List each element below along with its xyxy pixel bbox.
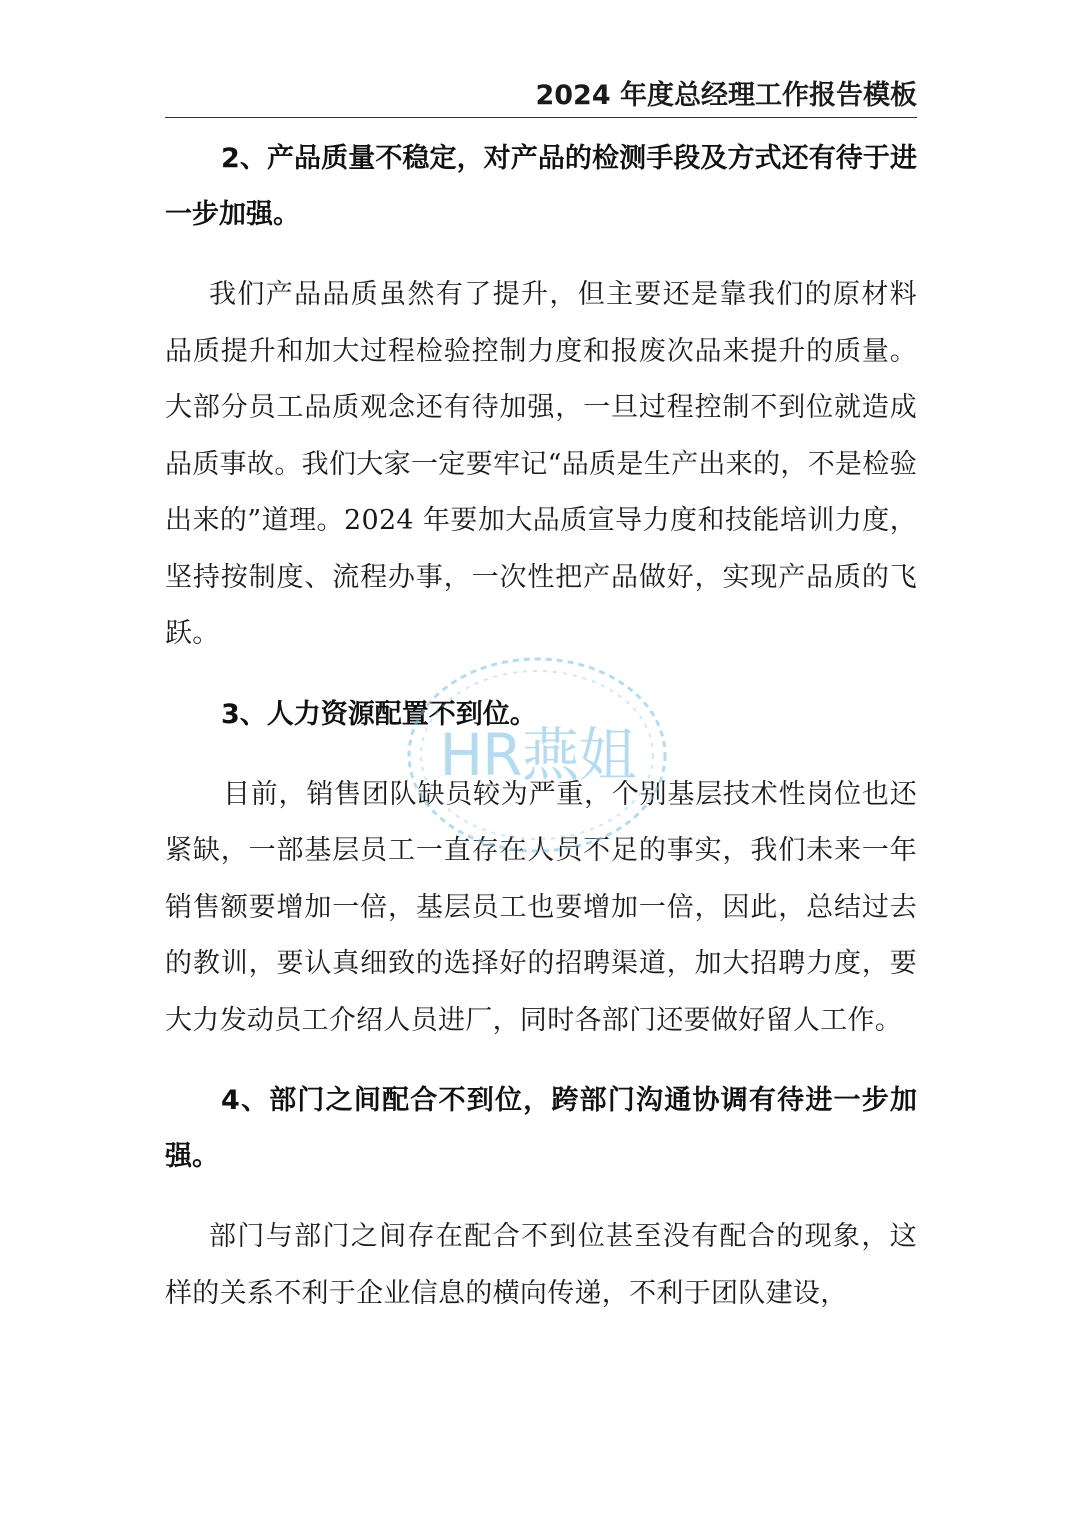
section-paragraph-3: 目前，销售团队缺员较为严重，个别基层技术性岗位也还紧缺，一部基层员工一直存在人员不足的事实，我们未来一年销售额要增加一倍，基层员工也要增加一倍，因此，总结过去的教训，要认真细致的选择好的招聘渠道，加大招聘力度，要大力发动员工介绍人员进厂，同时各部门还要做好留人工作。 <box>165 778 917 1036</box>
spacer <box>165 663 917 687</box>
section-paragraph-4: 部门与部门之间存在配合不到位甚至没有配合的现象，这样的关系不利于企业信息的横向传递，不利于团队建设， <box>165 1221 917 1309</box>
section-heading-2: 2、产品质量不稳定，对产品的检测手段及方式还有待于进一步加强。 <box>165 143 917 230</box>
spacer <box>165 1185 917 1209</box>
spacer <box>165 1049 917 1073</box>
watermark-text: HR燕姐 <box>439 721 636 789</box>
header-divider <box>165 117 917 118</box>
spacer <box>165 243 917 267</box>
document-body <box>165 131 917 1322</box>
spacer <box>165 743 917 767</box>
section-paragraph-2: 我们产品品质虽然有了提升，但主要还是靠我们的原材料品质提升和加大过程检验控制力度和报废次品来提升的质量。大部分员工品质观念还有待加强，一旦过程控制不到位就造成品质事故。我们大家一定要牢记“品质是生产出来的，不是检验出来的”道理。2024 年要加大品质宣导力度和技能培训力度，坚持按制度、流程办事，一次性把产品做好，实现产品质的飞跃。 <box>165 279 917 649</box>
section-heading-4: 4、部门之间配合不到位，跨部门沟通协调有待进一步加强。 <box>165 1085 917 1172</box>
section-heading-3: 3、人力资源配置不到位。 <box>221 698 537 730</box>
page-header-title: 2024 年度总经理工作报告模板 <box>535 80 917 111</box>
